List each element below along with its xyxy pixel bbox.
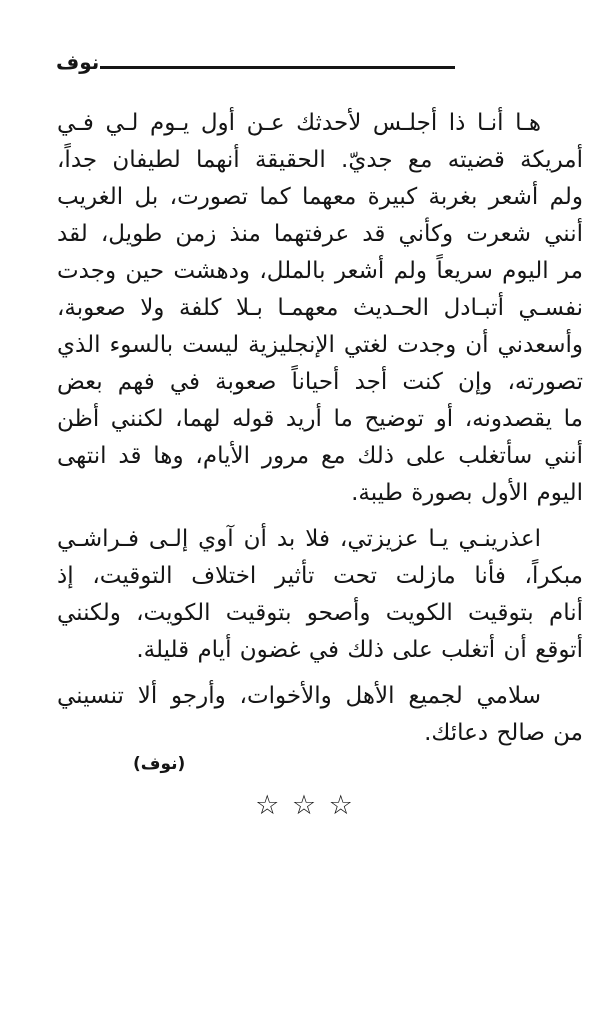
text-line: سلامي لجميع الأهل والأخوات، وأرجو ألا تنسيني <box>57 683 541 709</box>
letter-signature: (نوف) <box>133 754 186 774</box>
text-line: أنني سأتغلب على ذلك مع مرور الأيام، وها قد انتهى <box>57 443 583 469</box>
paragraph-excuse-me <box>57 521 583 669</box>
text-line: أمريكة قضيته مع جديّ. الحقيقة أنهما لطيفان جداً، <box>57 147 583 173</box>
running-header-title: نوف <box>56 50 100 74</box>
text-line: وأسعدني أن وجدت لغتي الإنجليزية ليست بالسوء الذي <box>57 332 583 358</box>
text-line: نفسـي أتبـادل الحـديث معهمـا بـلا كلفة ولا صعوبة، <box>57 295 583 321</box>
text-line: اليوم الأول بصورة طيبة. <box>351 480 583 506</box>
text-line: مبكراً، فأنا مازلت تحت تأثير اختلاف التوقيت، إذ <box>57 563 583 589</box>
paragraph-first-day <box>57 105 583 512</box>
text-line: أنام بتوقيت الكويت وأصحو بتوقيت الكويت، ولكنني <box>57 600 583 626</box>
text-line: تصورته، وإن كنت أجد أحياناً صعوبة في فهم بعض <box>57 369 583 395</box>
text-line: أنني شعرت وكأني قد عرفتهما منذ زمن طويل، لقد <box>57 221 583 247</box>
paragraph-greetings <box>57 678 583 752</box>
section-divider-stars: ☆ ☆ ☆ <box>255 790 355 821</box>
header-rule-line <box>100 66 455 69</box>
letter-body <box>57 105 583 761</box>
text-line: مر اليوم سريعاً ولم أشعر بالملل، ودهشت حين وجدت <box>57 258 583 284</box>
text-line: هـا أنـا ذا أجلـس لأحدثك عـن أول يـوم لـي فـي <box>57 110 541 136</box>
text-line: من صالح دعائك. <box>424 720 583 746</box>
text-line: اعذرينـي يـا عزيزتي، فلا بد أن آوي إلـى فـراشـي <box>57 526 541 552</box>
text-line: أتوقع أن أتغلب على ذلك في غضون أيام قليلة. <box>136 637 583 663</box>
text-line: ولم أشعر بغربة كبيرة معهما كما تصورت، بل الغريب <box>57 184 583 210</box>
text-line: ما يقصدونه، أو توضيح ما أريد قوله لهما، لكنني أظن <box>57 406 583 432</box>
